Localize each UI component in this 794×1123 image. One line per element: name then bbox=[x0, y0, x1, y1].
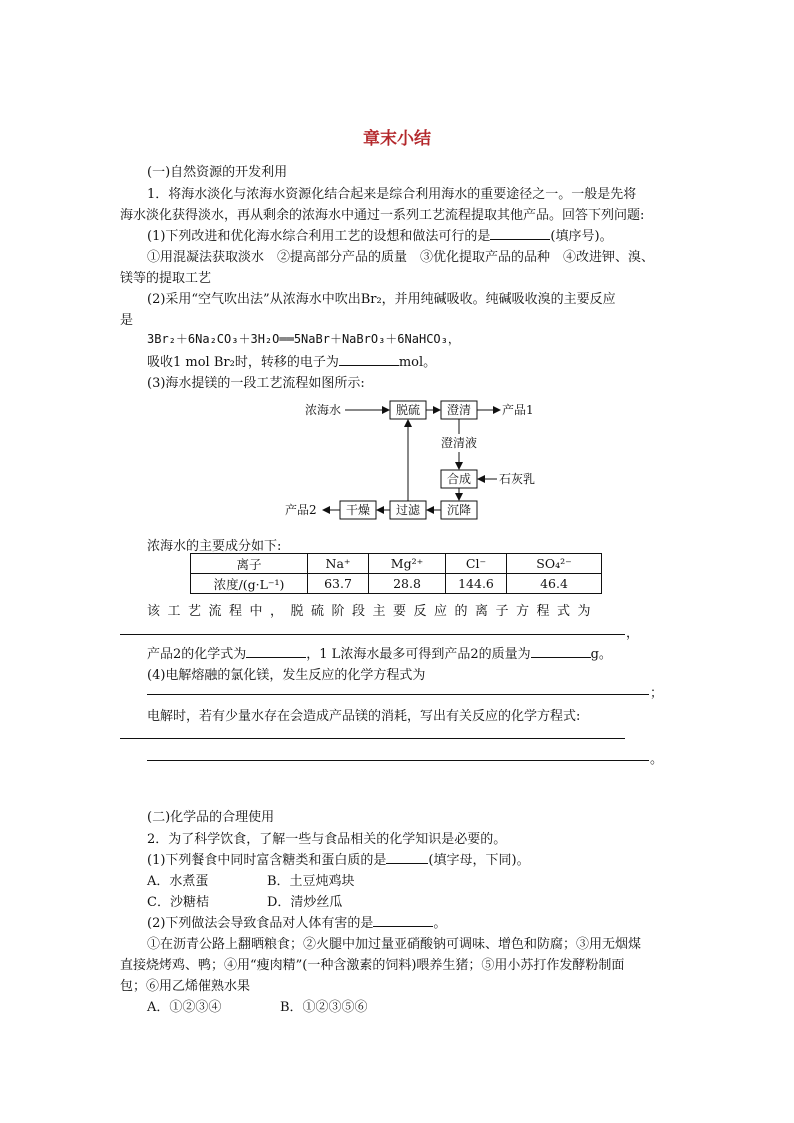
q2-1-suffix: (填字母，下同)。 bbox=[428, 853, 530, 868]
q1-1-suffix: (填序号)。 bbox=[550, 229, 613, 244]
flow-lime-label: 石灰乳 bbox=[499, 472, 536, 486]
q2-2-answer-blank[interactable] bbox=[373, 915, 433, 927]
flow-clarify-box bbox=[441, 401, 477, 419]
q2-1-answer-blank[interactable] bbox=[386, 852, 428, 864]
table-header-cell: Na⁺ bbox=[308, 554, 369, 574]
flow-product2-label: 产品2 bbox=[285, 503, 317, 517]
table-cell: 28.8 bbox=[369, 574, 446, 594]
q1-intro-line1: 1．将海水淡化与浓海水资源化结合起来是综合利用海水的重要途径之一。一般是先将 bbox=[147, 187, 637, 202]
q2-2-items-line1: ①在沥青公路上翻晒粮食；②火腿中加过量亚硝酸钠可调味、增色和防腐；③用无烟煤 bbox=[147, 937, 642, 952]
q2-2-text: (2)下列做法会导致食品对人体有害的是 bbox=[147, 916, 374, 931]
q2-2-items-line2: 直接烧烤鸡、鸭；④用“瘦肉精”(一种含激素的饲料)喂养生猪；⑤用小苏打作发酵粉制面 bbox=[120, 958, 625, 973]
flow-arrows bbox=[323, 410, 500, 510]
q1-2-question-cont: 是 bbox=[120, 313, 134, 328]
q2-2-question bbox=[147, 912, 446, 931]
flow-dry-box bbox=[340, 501, 376, 519]
section-1-heading: (一)自然资源的开发利用 bbox=[147, 165, 288, 180]
q1-4-answer-line[interactable] bbox=[147, 694, 649, 695]
q1-2-equation: 3Br₂＋6Na₂CO₃＋3H₂O══5NaBr＋NaBrO₃＋6NaHCO₃， bbox=[147, 332, 460, 346]
table-cell: 63.7 bbox=[308, 574, 369, 594]
q1-3-answer-line[interactable] bbox=[120, 634, 625, 635]
table-caption: 浓海水的主要成分如下: bbox=[147, 539, 282, 554]
table-cell: 144.6 bbox=[446, 574, 507, 594]
page-title: 章末小结 bbox=[363, 129, 431, 149]
q1-2-unit: mol。 bbox=[398, 355, 437, 370]
flow-synth-label: 合成 bbox=[447, 472, 472, 486]
q1-intro-line2: 海水淡化获得淡水，再从剩余的浓海水中通过一系列工艺流程提取其他产品。回答下列问题: bbox=[120, 208, 645, 223]
q2-1-text: (1)下列餐食中同时富含糖类和蛋白质的是 bbox=[147, 853, 387, 868]
table-header-cell: Cl⁻ bbox=[446, 554, 507, 574]
q1-3-product2-text: 产品2的化学式为 bbox=[147, 647, 247, 662]
flow-settle-box bbox=[441, 501, 477, 519]
section-2-heading: (二)化学品的合理使用 bbox=[147, 810, 275, 825]
flow-desulf-box bbox=[390, 401, 426, 419]
q2-2-option-a: A．①②③④ bbox=[147, 1000, 222, 1015]
ion-concentration-table bbox=[190, 553, 602, 594]
q1-1-options-line1: ①用混凝法获取淡水 ②提高部分产品的质量 ③优化提取产品的品种 ④改进钾、溴、 bbox=[147, 250, 655, 265]
q1-3-mass-text: ，1 L浓海水最多可得到产品2的质量为 bbox=[306, 647, 531, 662]
q1-4-answer-line-2[interactable] bbox=[120, 738, 625, 739]
flow-clarify-label: 澄清 bbox=[447, 403, 472, 417]
q1-4-semicolon: ； bbox=[650, 686, 664, 701]
table-row bbox=[191, 574, 602, 594]
q1-3-comma: ， bbox=[626, 626, 640, 641]
flow-filter-label: 过滤 bbox=[396, 503, 421, 517]
q2-1-question bbox=[147, 849, 530, 868]
flow-source-label: 浓海水 bbox=[305, 403, 342, 417]
q2-1-option-d: D．清炒丝瓜 bbox=[267, 895, 343, 910]
q2-1-option-b: B．土豆炖鸡块 bbox=[267, 874, 355, 889]
q2-2-items-line3: 包；⑥用乙烯催熟水果 bbox=[120, 979, 251, 994]
q1-1-question bbox=[147, 225, 613, 244]
table-header-row bbox=[191, 554, 602, 574]
q1-3-unit: g。 bbox=[590, 647, 612, 662]
q1-4-electrolysis-question: 电解时，若有少量水存在会造成产品镁的消耗，写出有关反应的化学方程式: bbox=[147, 709, 581, 724]
q1-4-period: 。 bbox=[650, 752, 664, 767]
q1-2-subquestion bbox=[147, 351, 436, 370]
table-cell: 46.4 bbox=[507, 574, 602, 594]
table-cell: 浓度/(g·L⁻¹) bbox=[191, 574, 308, 594]
q1-3-subquestion: 该工艺流程中，脱硫阶段主要反应的离子方程式为 bbox=[147, 604, 599, 619]
flow-clear-liquid-label: 澄清液 bbox=[441, 436, 478, 450]
flow-desulf-label: 脱硫 bbox=[396, 403, 421, 417]
table-header-cell: Mg²⁺ bbox=[369, 554, 446, 574]
flow-settle-label: 沉降 bbox=[447, 503, 472, 517]
q1-4-question: (4)电解熔融的氯化镁，发生反应的化学方程式为 bbox=[147, 668, 426, 683]
q1-3-question: (3)海水提镁的一段工艺流程如图所示: bbox=[147, 376, 365, 391]
flow-synth-box bbox=[441, 470, 477, 488]
q2-1-option-a: A．水煮蛋 bbox=[147, 874, 209, 889]
table-header-cell: SO₄²⁻ bbox=[507, 554, 602, 574]
flow-dry-label: 干燥 bbox=[346, 503, 371, 517]
q1-1-options-line2: 镁等的提取工艺 bbox=[120, 271, 212, 286]
table-header-cell: 离子 bbox=[191, 554, 308, 574]
q1-1-text: (1)下列改进和优化海水综合利用工艺的设想和做法可行的是 bbox=[147, 229, 491, 244]
flow-filter-box bbox=[390, 501, 426, 519]
product2-mass-blank[interactable] bbox=[531, 646, 591, 658]
q2-2-option-b: B．①②③⑤⑥ bbox=[280, 1000, 368, 1015]
q2-intro: 2．为了科学饮食，了解一些与食品相关的化学知识是必要的。 bbox=[147, 832, 507, 847]
q2-2-suffix: 。 bbox=[433, 916, 447, 931]
q1-2-question: (2)采用“空气吹出法”从浓海水中吹出Br₂，并用纯碱吸收。纯碱吸收溴的主要反应 bbox=[147, 292, 616, 307]
q1-2-text: 吸收1 mol Br₂时，转移的电子为 bbox=[147, 355, 339, 370]
q1-2-answer-blank[interactable] bbox=[339, 354, 399, 366]
q1-1-answer-blank[interactable] bbox=[490, 228, 550, 240]
q1-4-answer-line-3[interactable] bbox=[147, 760, 649, 761]
q2-1-option-c: C．沙糖桔 bbox=[147, 895, 209, 910]
flow-product1-label: 产品1 bbox=[502, 403, 534, 417]
q1-3-product2-question bbox=[147, 643, 612, 662]
product2-formula-blank[interactable] bbox=[246, 646, 306, 658]
